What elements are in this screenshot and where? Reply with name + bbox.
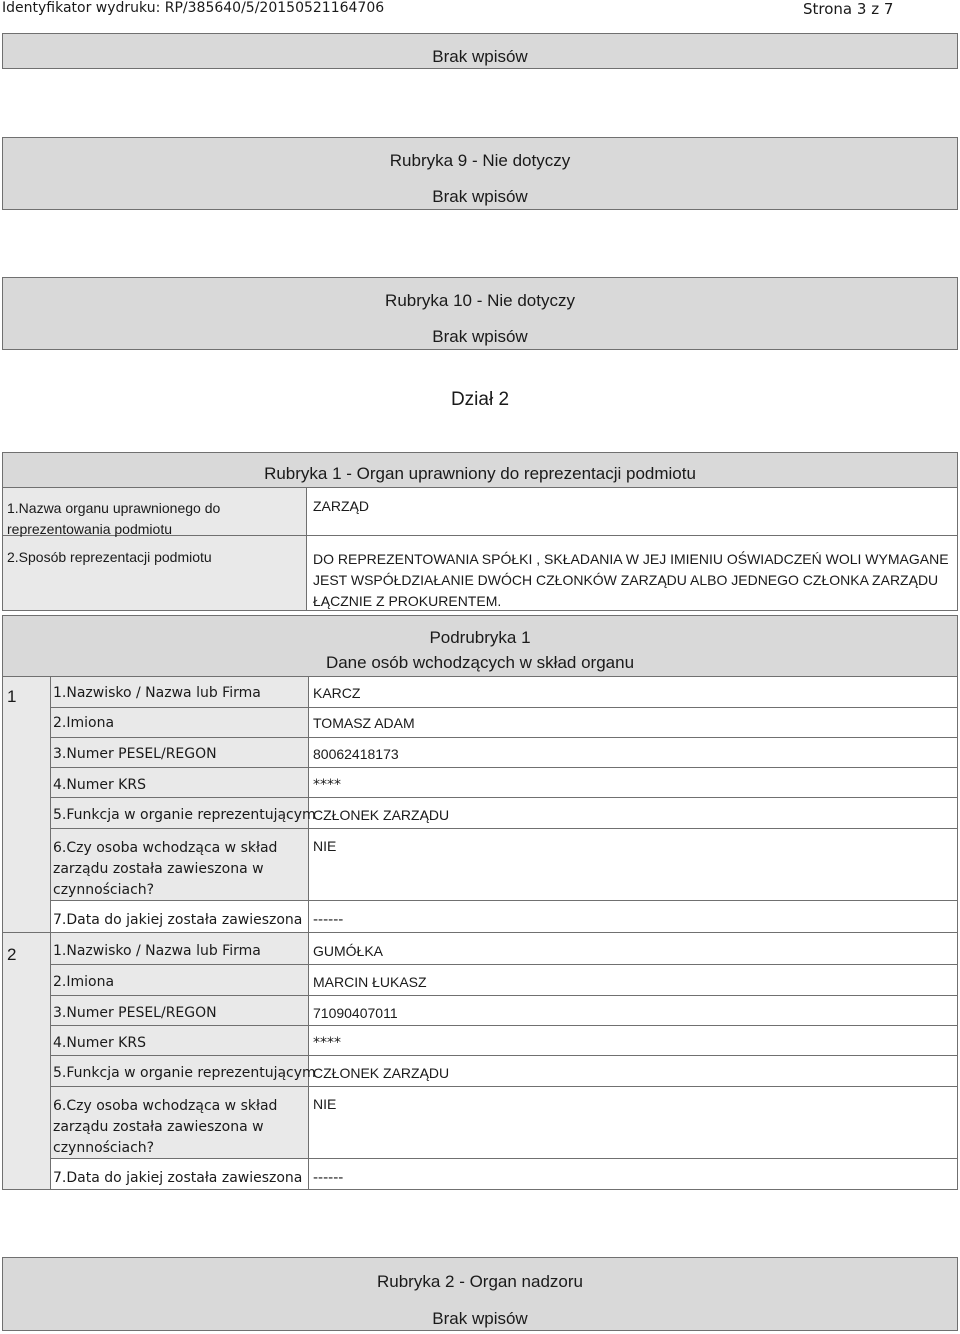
rubryka-2-box	[2, 1257, 958, 1331]
row-divider	[51, 828, 957, 829]
krs-label: 4.Numer KRS	[53, 777, 146, 793]
krs-value: ****	[313, 1035, 341, 1051]
surname-value: GUMÓŁKA	[313, 943, 384, 959]
rubryka-1-box	[2, 452, 958, 611]
page-number: Strona 3 z 7	[803, 0, 894, 18]
column-divider	[308, 933, 309, 1189]
organ-name-label: 1.Nazwa organu uprawnionego do reprezentowania podmiotu	[7, 500, 221, 537]
rubryka-9-box	[2, 137, 958, 210]
print-identifier: Identyfikator wydruku: RP/385640/5/20150521164706	[2, 0, 385, 16]
function-value: CZŁONEK ZARZĄDU	[313, 1065, 450, 1081]
row-divider	[51, 1025, 957, 1026]
pesel-value: 71090407011	[313, 1005, 398, 1021]
first-names-value: MARCIN ŁUKASZ	[313, 974, 427, 990]
first-names-value: TOMASZ ADAM	[313, 715, 415, 731]
krs-label: 4.Numer KRS	[53, 1035, 146, 1051]
surname-value: KARCZ	[313, 685, 361, 701]
row-divider	[51, 737, 957, 738]
person-record	[50, 677, 957, 932]
representation-label: 2.Sposób reprezentacji podmiotu	[7, 549, 212, 565]
row-divider	[51, 707, 957, 708]
empty-entries-text: Brak wpisów	[432, 327, 528, 346]
person-index-cell	[3, 933, 50, 1189]
suspension-date-value: ------	[313, 1170, 344, 1186]
empty-entries-text: Brak wpisów	[432, 1309, 528, 1328]
column-divider	[306, 488, 307, 610]
rubryka-1-title: Rubryka 1 - Organ uprawniony do reprezentacji podmiotu	[264, 464, 696, 483]
row-divider	[51, 1055, 957, 1056]
function-label: 5.Funkcja w organie reprezentującym	[53, 1065, 316, 1081]
pesel-label: 3.Numer PESEL/REGON	[53, 1005, 217, 1021]
podrubryka-1-title: Podrubryka 1	[429, 628, 531, 647]
suspension-date-label: 7.Data do jakiej została zawieszona	[53, 912, 303, 928]
person-index: 1	[7, 687, 17, 706]
person-index-cell	[3, 677, 50, 932]
podrubryka-1-subtitle: Dane osób wchodzących w skład organu	[325, 653, 635, 672]
empty-section-box	[2, 33, 958, 69]
function-label: 5.Funkcja w organie reprezentującym	[53, 807, 316, 823]
row-divider	[51, 1086, 957, 1087]
suspended-label: 6.Czy osoba wchodząca w skład zarządu została zawieszona w czynnościach?	[53, 840, 278, 898]
rubryka-9-title: Rubryka 9 - Nie dotyczy	[389, 151, 571, 170]
representation-value: DO REPREZENTOWANIA SPÓŁKI , SKŁADANIA W JEJ IMIENIU OŚWIADCZEŃ WOLI WYMAGANE JEST WSPÓŁDZIAŁANIE DWÓCH CZŁONKÓW ZARZĄDU ALBO JEDNEGO CZŁONKA ZARZĄDU ŁĄCZNIE Z PROKURENTEM.	[313, 551, 949, 609]
row-divider	[51, 767, 957, 768]
rubryka-10-box	[2, 277, 958, 350]
surname-label: 1.Nazwisko / Nazwa lub Firma	[53, 943, 261, 959]
suspension-date-label: 7.Data do jakiej została zawieszona	[53, 1170, 303, 1186]
row-divider	[51, 797, 957, 798]
row-divider	[51, 964, 957, 965]
rubryka-2-title: Rubryka 2 - Organ nadzoru	[377, 1272, 583, 1291]
suspension-date-value: ------	[313, 912, 344, 928]
person-index: 2	[7, 945, 17, 964]
podrubryka-1-header	[3, 616, 957, 677]
empty-entries-text: Brak wpisów	[432, 47, 528, 66]
organ-name-value: ZARZĄD	[313, 498, 369, 514]
rubryka-10-title: Rubryka 10 - Nie dotyczy	[385, 291, 575, 310]
pesel-label: 3.Numer PESEL/REGON	[53, 746, 217, 762]
surname-label: 1.Nazwisko / Nazwa lub Firma	[53, 685, 261, 701]
section-title: Dział 2	[450, 389, 510, 410]
person-record	[50, 933, 957, 1189]
function-value: CZŁONEK ZARZĄDU	[313, 807, 450, 823]
row-divider	[51, 995, 957, 996]
first-names-label: 2.Imiona	[53, 974, 115, 990]
suspended-value: NIE	[313, 1096, 337, 1112]
krs-value: ****	[313, 777, 341, 793]
first-names-label: 2.Imiona	[53, 715, 115, 731]
suspended-value: NIE	[313, 838, 337, 854]
rubryka-1-header	[3, 453, 957, 488]
suspended-label: 6.Czy osoba wchodząca w skład zarządu została zawieszona w czynnościach?	[53, 1098, 278, 1156]
pesel-value: 80062418173	[313, 746, 399, 762]
empty-entries-text: Brak wpisów	[432, 187, 528, 206]
column-divider	[308, 677, 309, 932]
